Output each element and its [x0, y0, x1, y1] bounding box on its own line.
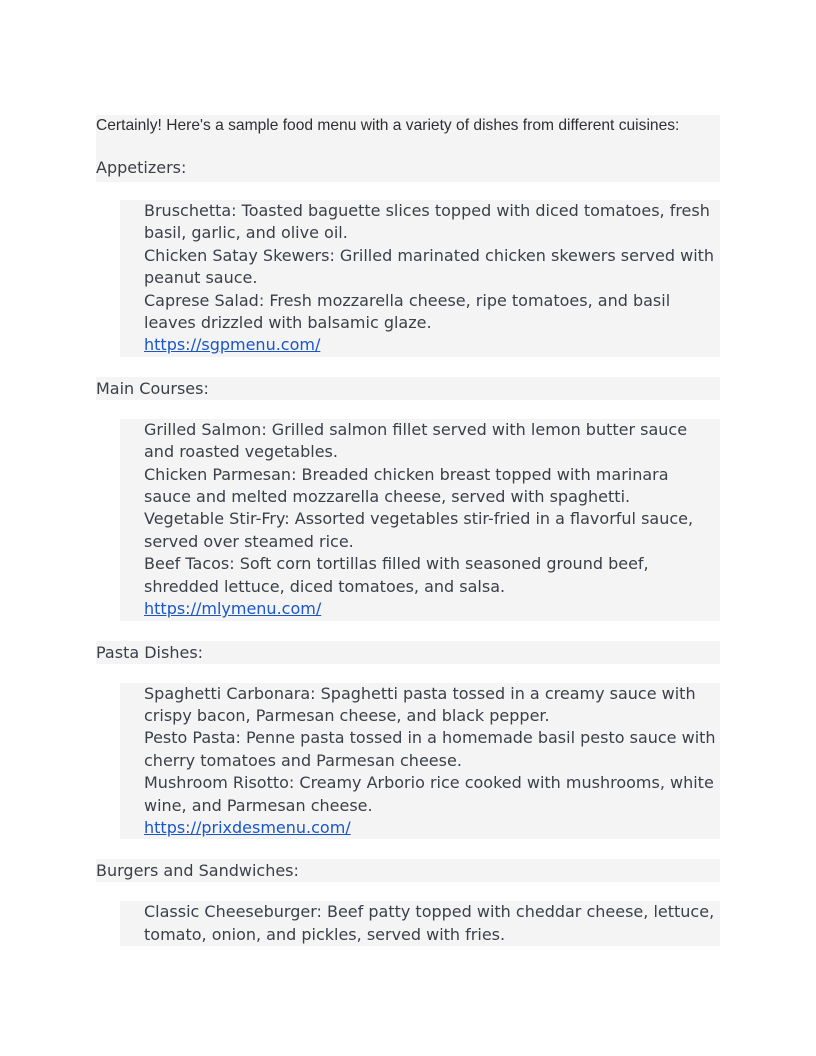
menu-item: Pesto Pasta: Penne pasta tossed in a homemade basil pesto sauce with cherry tomatoes and Parmesan cheese. [144, 728, 716, 770]
section-heading-appetizers: Appetizers: [96, 158, 187, 177]
section-heading-pasta: Pasta Dishes: [96, 641, 720, 664]
section-heading-main-courses: Main Courses: [96, 377, 720, 400]
section-heading-burgers: Burgers and Sandwiches: [96, 859, 720, 882]
intro-text: Certainly! Here's a sample food menu with a variety of dishes from different cuisines: [96, 117, 680, 134]
main-courses-link[interactable]: https://mlymenu.com/ [144, 599, 322, 619]
menu-item: Grilled Salmon: Grilled salmon fillet served with lemon butter sauce and roasted vegetables. [144, 419, 688, 462]
menu-item: Vegetable Stir-Fry: Assorted vegetables stir-fried in a flavorful sauce, served over steamed rice. [144, 509, 694, 551]
burgers-list [120, 901, 720, 946]
document-page [96, 115, 720, 946]
menu-item: Chicken Parmesan: Breaded chicken breast topped with marinara sauce and melted mozzarella cheese, served with spaghetti. [144, 464, 669, 507]
pasta-link[interactable]: https://prixdesmenu.com/ [144, 817, 351, 837]
menu-item: Bruschetta: Toasted baguette slices topped with diced tomatoes, fresh basil, garlic, and olive oil. [144, 201, 710, 243]
intro-block [96, 115, 720, 182]
menu-item: Beef Tacos: Soft corn tortillas filled with seasoned ground beef, shredded lettuce, diced tomatoes, and salsa. [144, 554, 649, 596]
main-courses-list [120, 419, 720, 621]
menu-item: Spaghetti Carbonara: Spaghetti pasta tossed in a creamy sauce with crispy bacon, Parmesan cheese, and black pepper. [144, 683, 696, 725]
menu-item: Classic Cheeseburger: Beef patty topped with cheddar cheese, lettuce, tomato, onion, and pickles, served with fries. [144, 902, 715, 944]
menu-item: Caprese Salad: Fresh mozzarella cheese, ripe tomatoes, and basil leaves drizzled with balsamic glaze. [144, 290, 671, 333]
appetizers-list [120, 200, 720, 357]
pasta-list [120, 683, 720, 840]
menu-item: Chicken Satay Skewers: Grilled marinated chicken skewers served with peanut sauce. [144, 245, 715, 288]
menu-item: Mushroom Risotto: Creamy Arborio rice cooked with mushrooms, white wine, and Parmesan cheese. [144, 773, 714, 815]
appetizers-link[interactable]: https://sgpmenu.com/ [144, 335, 321, 355]
